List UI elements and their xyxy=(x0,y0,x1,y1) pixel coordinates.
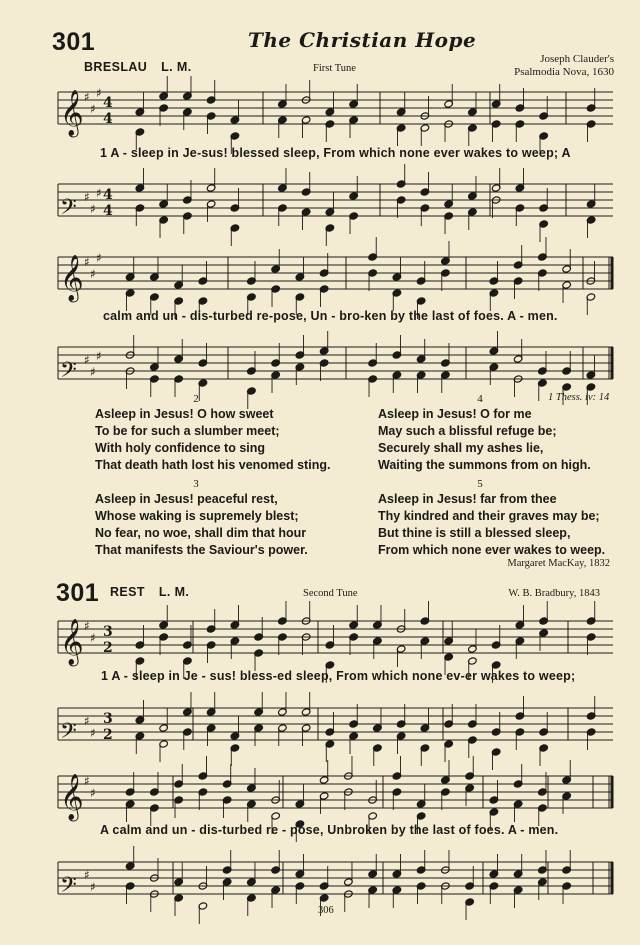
hymn-number-2: 301 xyxy=(56,579,100,607)
verse-line: Securely shall my ashes lie, xyxy=(378,441,544,455)
verse-line: That manifests the Saviour's power. xyxy=(95,543,308,557)
sharp-icon: ♯ xyxy=(90,102,96,116)
tune-name xyxy=(84,60,192,74)
scripture-reference: 1 Thess. iv: 14 xyxy=(548,392,610,403)
svg-text:4: 4 xyxy=(103,187,113,203)
music-system-3-treble xyxy=(58,617,618,665)
verse-block xyxy=(378,406,591,474)
sharp-icon: ♯ xyxy=(96,349,102,363)
verse-line: Waiting the summons from on high. xyxy=(378,458,591,472)
sharp-icon: ♯ xyxy=(84,774,90,788)
sharp-icon: ♯ xyxy=(90,631,96,645)
lyric-line-1: 1 A - sleep in Je-sus! blessed sleep, From which none ever wakes to weep; A xyxy=(100,146,571,160)
lyric-line-2: calm and un - dis-turbed re-pose, Un - bro-ken by the last of foes. A - men. xyxy=(103,309,558,323)
composer-credit-2: W. B. Bradbury, 1843 xyxy=(508,588,600,599)
verse-number: 5 xyxy=(477,478,483,490)
sharp-icon: ♯ xyxy=(90,267,96,281)
svg-text:3: 3 xyxy=(103,624,113,640)
sharp-icon: ♯ xyxy=(84,255,90,269)
svg-text:2: 2 xyxy=(103,640,113,656)
verse-line: Thy kindred and their graves may be; xyxy=(378,509,600,523)
sharp-icon: ♯ xyxy=(90,880,96,894)
verse-line: Asleep in Jesus! far from thee xyxy=(378,492,557,506)
treble-clef-icon: 𝄞 xyxy=(60,774,84,820)
tune-meter-2: L. M. xyxy=(158,585,190,599)
sharp-icon: ♯ xyxy=(90,726,96,740)
music-system-2-bass xyxy=(58,343,618,387)
sharp-icon: ♯ xyxy=(90,202,96,216)
hymn-number: 301 xyxy=(52,28,96,56)
music-system-4-treble xyxy=(58,772,618,820)
verse-number: 4 xyxy=(477,393,483,405)
composer-credit-line2: Psalmodia Nova, 1630 xyxy=(514,66,614,78)
sharp-icon: ♯ xyxy=(90,365,96,379)
verse-line: But thine is still a blessed sleep, xyxy=(378,526,571,540)
tune-name-2-text: REST xyxy=(110,585,145,599)
bass-clef-icon: 𝄢 xyxy=(60,873,77,903)
tune-meter: L. M. xyxy=(161,60,192,74)
verse-line: Whose waking is supremely blest; xyxy=(95,509,299,523)
music-system-3-bass xyxy=(58,704,618,748)
sharp-icon: ♯ xyxy=(84,619,90,633)
tune-label-2: Second Tune xyxy=(303,588,358,599)
music-system-4-bass xyxy=(58,858,618,902)
sharp-icon: ♯ xyxy=(84,868,90,882)
music-system-1-treble xyxy=(58,86,618,136)
svg-text:3: 3 xyxy=(103,711,113,727)
verse-block xyxy=(95,406,330,474)
svg-text:2: 2 xyxy=(103,727,113,743)
treble-clef-icon: 𝄞 xyxy=(60,255,84,301)
treble-clef-icon: 𝄞 xyxy=(60,90,84,136)
verse-line: Asleep in Jesus! O how sweet xyxy=(95,407,274,421)
tune-name-2 xyxy=(110,585,189,599)
verse-line: Asleep in Jesus! O for me xyxy=(378,407,532,421)
lyric-line-4: A calm and un - dis-turbed re - pose, Unbroken by the last of foes. A - men. xyxy=(100,823,559,837)
page-number: 306 xyxy=(318,905,334,916)
verse-line: With holy confidence to sing xyxy=(95,441,266,455)
verse-block xyxy=(95,491,308,559)
sharp-icon: ♯ xyxy=(84,714,90,728)
verse-line: Asleep in Jesus! peaceful rest, xyxy=(95,492,278,506)
tune-name-text: BRESLAU xyxy=(84,60,148,74)
lyric-line-3: 1 A - sleep in Je - sus! bless-ed sleep, From which none ev-er wakes to weep; xyxy=(101,669,576,683)
treble-clef-icon: 𝄞 xyxy=(60,619,84,665)
sharp-icon: ♯ xyxy=(84,353,90,367)
verse-line: No fear, no woe, shall dim that hour xyxy=(95,526,307,540)
author-credit: Margaret MacKay, 1832 xyxy=(507,558,610,569)
music-system-2-treble xyxy=(58,251,618,301)
composer-credit-line1: Joseph Clauder's xyxy=(540,53,614,65)
verse-line: From which none ever wakes to weep. xyxy=(378,543,606,557)
bass-clef-icon: 𝄢 xyxy=(60,195,77,225)
sharp-icon: ♯ xyxy=(84,90,90,104)
tune-label: First Tune xyxy=(313,63,356,74)
page-title: The Christian Hope xyxy=(248,28,477,52)
svg-text:4: 4 xyxy=(103,203,113,219)
sharp-icon: ♯ xyxy=(84,190,90,204)
bass-clef-icon: 𝄢 xyxy=(60,719,77,749)
composer-credit xyxy=(414,53,614,79)
sharp-icon: ♯ xyxy=(96,186,102,200)
bass-clef-icon: 𝄢 xyxy=(60,358,77,388)
sharp-icon: ♯ xyxy=(96,86,102,100)
sharp-icon: ♯ xyxy=(90,786,96,800)
verse-number: 2 xyxy=(193,393,199,405)
verse-line: May such a blissful refuge be; xyxy=(378,424,557,438)
verse-block xyxy=(378,491,605,559)
sharp-icon: ♯ xyxy=(96,251,102,265)
music-system-1-bass xyxy=(58,180,618,224)
svg-text:4: 4 xyxy=(103,111,113,127)
verse-line: That death hath lost his venomed sting. xyxy=(95,458,331,472)
svg-text:4: 4 xyxy=(103,95,113,111)
verse-line: To be for such a slumber meet; xyxy=(95,424,280,438)
verse-number: 3 xyxy=(193,478,199,490)
